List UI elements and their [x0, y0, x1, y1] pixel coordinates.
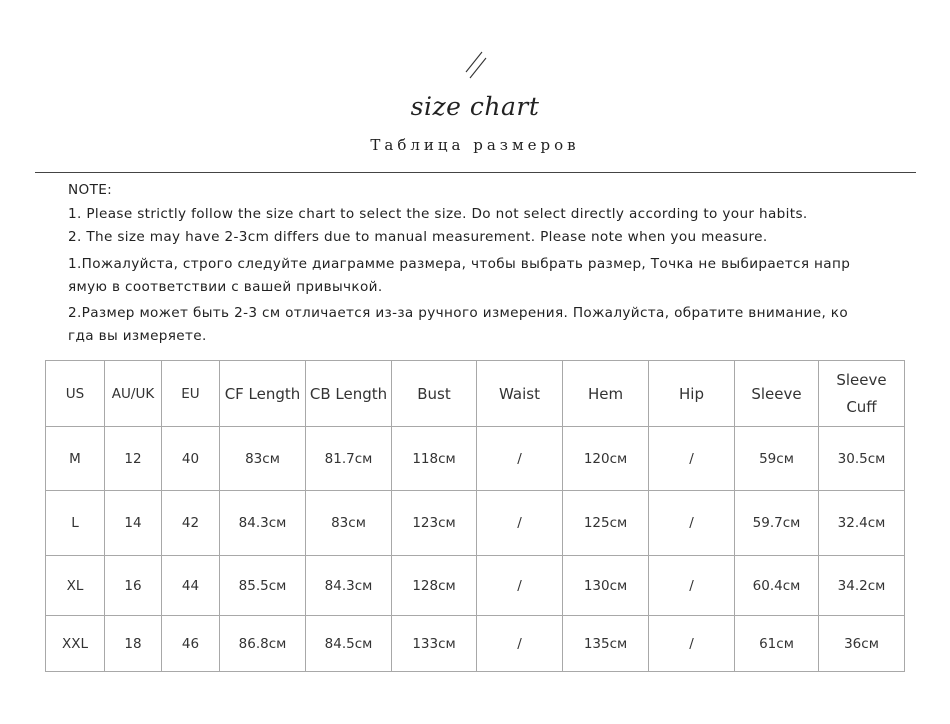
table-cell: 61см [735, 616, 819, 672]
note-ru-2-line-2: гда вы измеряете. [68, 328, 207, 344]
header-divider [35, 172, 916, 173]
table-row [46, 616, 905, 672]
table-cell: 86.8см [220, 616, 306, 672]
table-cell: / [649, 427, 735, 491]
table-cell: 40 [162, 427, 220, 491]
page-subtitle: Таблица размеров [370, 136, 580, 154]
table-cell: 42 [162, 491, 220, 556]
table-cell: 83см [306, 491, 392, 556]
note-ru-1-line-2: ямую в соответствии с вашей привычкой. [68, 279, 383, 295]
header-sleeve-cuff-line-2: Cuff [846, 397, 877, 416]
table-cell: 123см [392, 491, 477, 556]
table-cell: 120см [563, 427, 649, 491]
size-table [45, 360, 905, 672]
header-waist: Waist [477, 361, 563, 427]
table-cell: 34.2см [819, 556, 905, 616]
table-cell: 84.3см [306, 556, 392, 616]
table-row [46, 556, 905, 616]
table-cell: 32.4см [819, 491, 905, 556]
note-ru-1-line-1: 1.Пожалуйста, строго следуйте диаграмме размера, чтобы выбрать размер, Точка не выбирается напр [68, 255, 851, 272]
table-cell: 83см [220, 427, 306, 491]
table-cell: 125см [563, 491, 649, 556]
table-cell: 44 [162, 556, 220, 616]
note-en-2: 2. The size may have 2-3cm differs due to manual measurement. Please note when you measure. [68, 229, 768, 245]
table-cell: 59см [735, 427, 819, 491]
table-cell: 46 [162, 616, 220, 672]
table-cell: / [477, 616, 563, 672]
table-cell: 18 [105, 616, 162, 672]
header-hem: Hem [563, 361, 649, 427]
table-cell: 12 [105, 427, 162, 491]
table-cell: 118см [392, 427, 477, 491]
table-cell: 85.5см [220, 556, 306, 616]
table-cell: 130см [563, 556, 649, 616]
table-row [46, 427, 905, 491]
table-cell: 84.3см [220, 491, 306, 556]
table-cell: / [477, 491, 563, 556]
table-row [46, 491, 905, 556]
table-cell: XXL [46, 616, 105, 672]
note-label: NOTE: [68, 182, 113, 198]
table-cell: 135см [563, 616, 649, 672]
table-cell: XL [46, 556, 105, 616]
header-hip: Hip [649, 361, 735, 427]
table-cell: / [649, 616, 735, 672]
table-cell: / [649, 491, 735, 556]
table-cell: 16 [105, 556, 162, 616]
header-cb-length: CB Length [306, 361, 392, 427]
table-cell: 59.7см [735, 491, 819, 556]
table-cell: / [649, 556, 735, 616]
header-bust: Bust [392, 361, 477, 427]
header-eu: EU [162, 361, 220, 427]
table-cell: 60.4см [735, 556, 819, 616]
table-cell: / [477, 427, 563, 491]
table-cell: 128см [392, 556, 477, 616]
table-header-row [46, 361, 905, 427]
header-cf-length: CF Length [220, 361, 306, 427]
header-sleeve-cuff-line-1: Sleeve [836, 370, 887, 389]
table-cell: 14 [105, 491, 162, 556]
table-cell: 36см [819, 616, 905, 672]
header-au-uk: AU/UK [105, 361, 162, 427]
table-cell: M [46, 427, 105, 491]
header-us: US [46, 361, 105, 427]
page-title: size chart [410, 92, 540, 121]
table-cell: 81.7см [306, 427, 392, 491]
header-sleeve: Sleeve [735, 361, 819, 427]
double-slash-logo-icon [462, 48, 490, 80]
table-cell: / [477, 556, 563, 616]
table-cell: L [46, 491, 105, 556]
table-cell: 84.5см [306, 616, 392, 672]
note-en-1: 1. Please strictly follow the size chart to select the size. Do not select directly according to your habits. [68, 205, 808, 222]
notes-section [68, 179, 913, 349]
table-cell: 133см [392, 616, 477, 672]
header-sleeve-cuff [819, 361, 905, 427]
table-cell: 30.5см [819, 427, 905, 491]
note-ru-2-line-1: 2.Размер может быть 2-3 см отличается из-за ручного измерения. Пожалуйста, обратите внимание, ко [68, 304, 849, 321]
